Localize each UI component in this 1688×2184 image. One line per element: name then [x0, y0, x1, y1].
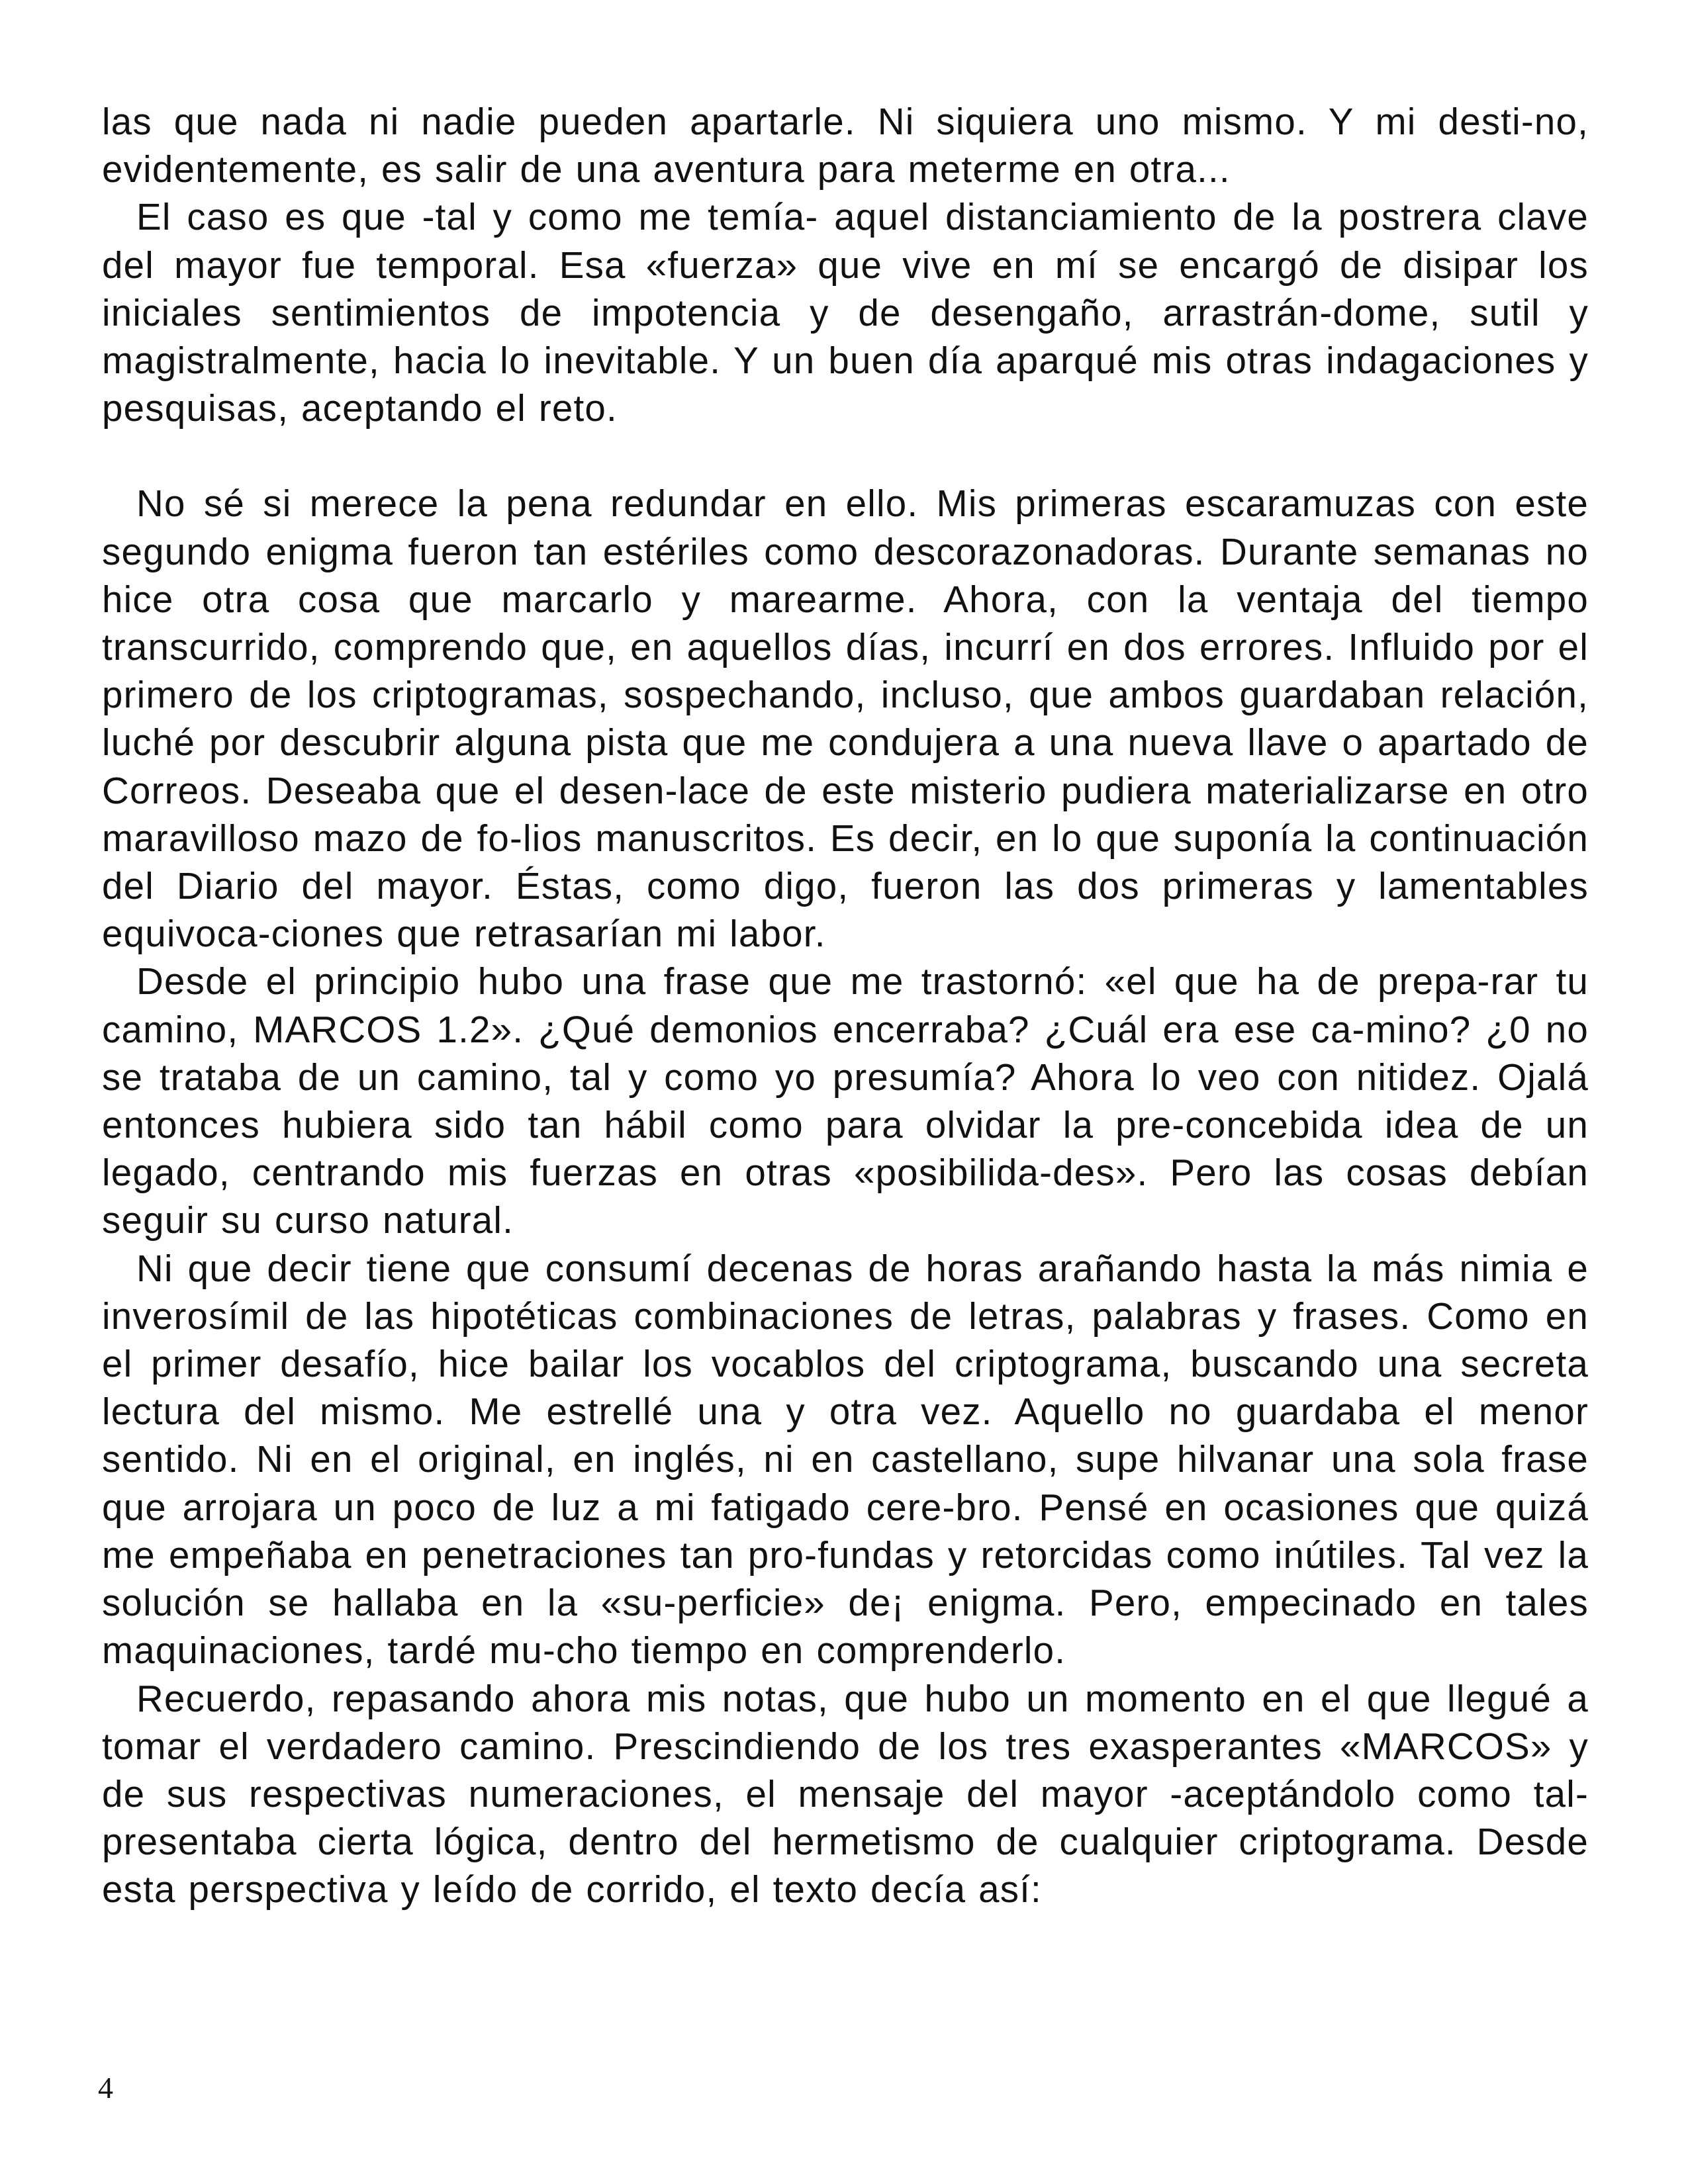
paragraph: El caso es que -tal y como me temía- aquel distanciamiento de la postrera clave del mayor fue temporal. Esa «fuerza» que vive en mí se encargó de disipar los iniciales sentimientos de impotencia y de desengaño, arrastrán-dome, sutil y magistralmente, hacia lo inevitable. Y un buen día aparqué mis otras indagaciones y pesquisas, aceptando el reto.	[102, 196, 1589, 430]
paragraph: Desde el principio hubo una frase que me trastornó: «el que ha de prepa-rar tu camino, MARCOS 1.2». ¿Qué demonios encerraba? ¿Cuál era ese ca-mino? ¿0 no se trataba de un camino, tal y como yo presumía? Ahora lo veo con nitidez. Ojalá entonces hubiera sido tan hábil como para olvidar la pre-concebida idea de un legado, centrando mis fuerzas en otras «posibilida-des». Pero las cosas debían seguir su curso natural.	[102, 960, 1589, 1242]
paragraph: No sé si merece la pena redundar en ello. Mis primeras escaramuzas con este segundo enigma fueron tan estériles como descorazonadoras. Durante semanas no hice otra cosa que marcarlo y marearme. Ahora, con la ventaja del tiempo transcurrido, comprendo que, en aquellos días, incurrí en dos errores. Influido por el primero de los criptogramas, sospechando, incluso, que ambos guardaban relación, luché por descubrir alguna pista que me condujera a una nueva llave o apartado de Correos. Deseaba que el desen-lace de este misterio pudiera materializarse en otro maravilloso mazo de fo-lios manuscritos. Es decir, en lo que suponía la continuación del Diario del mayor. Éstas, como digo, fueron las dos primeras y lamentables equivoca-ciones que retrasarían mi labor.	[102, 482, 1589, 955]
paragraph-continuation: las que nada ni nadie pueden apartarle. Ni siquiera uno mismo. Y mi desti-no, evidentemente, es salir de una aventura para meterme en otra...	[102, 101, 1589, 191]
page-number: 4	[98, 2071, 113, 2105]
paragraph: Ni que decir tiene que consumí decenas de horas arañando hasta la más nimia e inverosímil de las hipotéticas combinaciones de letras, palabras y frases. Como en el primer desafío, hice bailar los vocablos del criptograma, buscando una secreta lectura del mismo. Me estrellé una y otra vez. Aquello no guardaba el menor sentido. Ni en el original, en inglés, ni en castellano, supe hilvanar una sola frase que arrojara un poco de luz a mi fatigado cere-bro. Pensé en ocasiones que quizá me empeñaba en penetraciones tan pro-fundas y retorcidas como inútiles. Tal vez la solución se hallaba en la «su-perficie» de¡ enigma. Pero, empecinado en tales maquinaciones, tardé mu-cho tiempo en comprenderlo.	[102, 1247, 1589, 1672]
paragraph: Recuerdo, repasando ahora mis notas, que hubo un momento en el que llegué a tomar el verdadero camino. Prescindiendo de los tres exasperantes «MARCOS» y de sus respectivas numeraciones, el mensaje del mayor -aceptándolo como tal- presentaba cierta lógica, dentro del hermetismo de cualquier criptograma. Desde esta perspectiva y leído de corrido, el texto decía así:	[102, 1677, 1589, 1911]
body-text	[102, 98, 1589, 1914]
